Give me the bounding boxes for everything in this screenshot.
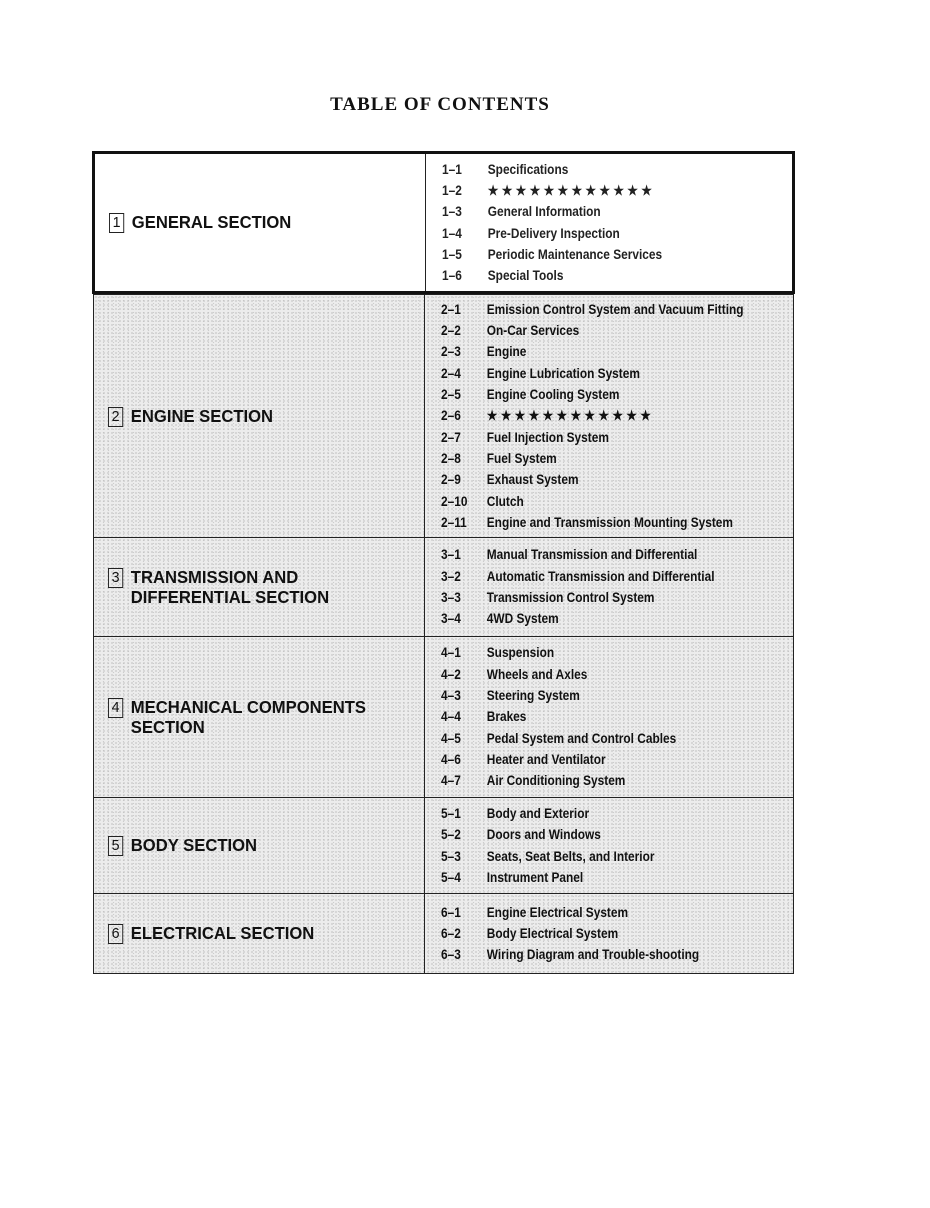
section-row-4 (94, 636, 793, 797)
chapter-item[interactable] (441, 803, 751, 824)
chapter-number: 5–4 (441, 869, 461, 885)
section-row-6 (94, 893, 793, 973)
chapter-title: Body and Exterior (486, 805, 590, 821)
chapter-title: Automatic Transmission and Differential (486, 568, 715, 584)
chapter-item[interactable] (441, 867, 751, 888)
chapter-item[interactable] (441, 405, 751, 426)
chapter-title: Engine Electrical System (486, 904, 629, 920)
chapter-number: 1–4 (442, 225, 462, 241)
section-row-5 (94, 797, 793, 893)
chapter-title: Doors and Windows (486, 827, 601, 843)
chapter-number: 4–1 (441, 645, 461, 661)
chapter-title: 4WD System (486, 611, 559, 627)
chapter-item[interactable] (441, 544, 751, 565)
chapter-number: 4–5 (441, 730, 461, 746)
chapter-title: Special Tools (487, 268, 564, 284)
chapter-title: Specifications (487, 161, 569, 177)
chapter-number: 1–3 (442, 204, 462, 220)
chapter-item[interactable] (442, 180, 750, 201)
chapter-title: Transmission Control System (486, 590, 655, 605)
chapter-number: 2–9 (441, 472, 461, 488)
section-heading-cell (94, 637, 425, 797)
chapter-item[interactable] (441, 923, 751, 944)
chapter-number: 2–2 (441, 323, 461, 339)
chapter-number: 4–3 (441, 688, 461, 704)
chapter-title: Engine Cooling System (486, 387, 620, 403)
section-heading-cell (94, 538, 425, 636)
section-title-line: ENGINE SECTION (130, 405, 274, 426)
section-heading (108, 406, 273, 427)
section-heading (108, 923, 314, 944)
chapter-item[interactable] (441, 824, 751, 845)
chapter-title: Exhaust System (486, 472, 579, 488)
chapter-item[interactable] (441, 728, 751, 749)
chapter-title: Heater and Ventilator (486, 751, 606, 767)
chapter-number: 1–5 (442, 246, 462, 262)
chapter-item[interactable] (441, 448, 751, 469)
chapter-item[interactable] (441, 706, 751, 727)
page-title: TABLE OF CONTENTS (330, 94, 550, 115)
section-title-line: BODY SECTION (130, 835, 258, 855)
chapter-title: Fuel Injection System (486, 429, 609, 445)
chapter-number: 1–1 (442, 161, 462, 177)
section-title-line: ELECTRICAL SECTION (130, 923, 315, 943)
chapter-number: 4–7 (441, 773, 461, 789)
chapter-number: 4–4 (441, 709, 461, 725)
chapter-item[interactable] (441, 664, 751, 685)
chapter-item[interactable] (441, 341, 751, 362)
chapter-item[interactable] (441, 512, 751, 533)
chapter-number: 6–2 (441, 925, 461, 941)
chapter-list (425, 538, 793, 636)
section-row-3 (94, 537, 793, 636)
section-number: 1 (109, 213, 124, 233)
chapter-number: 3–3 (441, 590, 461, 605)
section-heading-cell (95, 154, 426, 291)
chapter-number: 4–6 (441, 751, 461, 767)
chapter-item[interactable] (442, 201, 750, 222)
section-heading (109, 212, 291, 233)
chapter-item[interactable] (441, 469, 751, 490)
chapter-title: Engine and Transmission Mounting System (486, 514, 733, 530)
chapter-list (425, 295, 793, 537)
chapter-number: 1–2 (442, 182, 462, 198)
section-heading (108, 835, 257, 856)
chapter-title: Steering System (486, 688, 580, 704)
chapter-item[interactable] (441, 944, 751, 965)
chapter-title: Brakes (486, 709, 527, 725)
section-title-line: GENERAL SECTION (131, 212, 292, 232)
chapter-item[interactable] (441, 642, 751, 663)
contents-table (93, 151, 794, 974)
chapter-title: Fuel System (486, 450, 557, 466)
chapter-title: Engine (486, 344, 527, 360)
chapter-list (425, 894, 793, 973)
chapter-title: On-Car Services (486, 323, 580, 339)
section-heading-cell (94, 894, 425, 973)
chapter-item[interactable] (441, 491, 751, 512)
chapter-item[interactable] (441, 587, 751, 608)
chapter-title: Pedal System and Control Cables (486, 730, 677, 746)
section-title-line: DIFFERENTIAL SECTION (130, 587, 330, 607)
chapter-number: 2–8 (441, 450, 461, 466)
chapter-number: 2–6 (441, 408, 461, 424)
chapter-title: Wiring Diagram and Trouble-shooting (486, 947, 700, 963)
chapter-list (425, 637, 793, 797)
chapter-title: Emission Control System and Vacuum Fitting (486, 301, 744, 317)
chapter-number: 5–3 (441, 848, 461, 864)
chapter-title: Suspension (486, 645, 555, 661)
chapter-item[interactable] (441, 608, 751, 629)
chapter-number: 2–3 (441, 344, 461, 360)
chapter-item[interactable] (441, 320, 751, 341)
chapter-number: 4–2 (441, 666, 461, 682)
chapter-number: 2–5 (441, 387, 461, 403)
chapter-item[interactable] (442, 265, 750, 286)
chapter-title: General Information (487, 204, 601, 220)
chapter-number: 3–1 (441, 547, 461, 563)
chapter-item[interactable] (442, 223, 750, 244)
chapter-title: Wheels and Axles (486, 666, 588, 682)
section-heading (108, 567, 329, 607)
chapter-item[interactable] (441, 749, 751, 770)
section-number: 5 (108, 836, 123, 856)
chapter-number: 2–4 (441, 365, 461, 381)
chapter-item[interactable] (441, 902, 751, 923)
chapter-title: Periodic Maintenance Services (487, 246, 663, 262)
chapter-number: 6–1 (441, 904, 461, 920)
chapter-item[interactable] (441, 384, 751, 405)
chapter-number: 2–10 (441, 493, 468, 509)
section-number: 4 (108, 698, 123, 718)
chapter-number: 2–1 (441, 301, 461, 317)
chapter-number: 2–7 (441, 429, 461, 445)
section-number: 3 (108, 568, 123, 588)
section-title-line: MECHANICAL COMPONENTS (130, 697, 367, 717)
chapter-list (425, 798, 793, 893)
section-heading-cell (94, 798, 425, 893)
chapter-title: Engine Lubrication System (486, 365, 640, 381)
section-title-line: SECTION (130, 717, 205, 737)
section-row-2 (94, 294, 793, 537)
chapter-title: ★ ★ ★ ★ ★ ★ ★ ★ ★ ★ ★ ★ (486, 408, 651, 424)
chapter-number: 2–11 (441, 514, 467, 530)
chapter-number: 6–3 (441, 947, 461, 963)
chapter-title: Seats, Seat Belts, and Interior (486, 848, 655, 864)
chapter-item[interactable] (442, 244, 750, 265)
chapter-item[interactable] (442, 159, 750, 180)
chapter-number: 3–2 (441, 568, 461, 584)
chapter-number: 5–2 (441, 827, 461, 843)
chapter-number: 1–6 (442, 268, 462, 284)
section-number: 2 (108, 407, 123, 427)
chapter-title: Clutch (486, 493, 524, 509)
chapter-title: Body Electrical System (486, 925, 619, 941)
chapter-title: Air Conditioning System (486, 773, 626, 789)
section-heading (108, 697, 366, 737)
chapter-title: Instrument Panel (486, 869, 584, 885)
chapter-item[interactable] (441, 299, 751, 320)
chapter-number: 5–1 (441, 805, 461, 821)
chapter-item[interactable] (441, 566, 751, 587)
chapter-item[interactable] (441, 363, 751, 384)
chapter-title: Pre-Delivery Inspection (487, 225, 620, 241)
chapter-item[interactable] (441, 846, 751, 867)
section-title-line: TRANSMISSION AND (130, 567, 299, 587)
chapter-list (426, 154, 792, 291)
chapter-title: Manual Transmission and Differential (486, 547, 698, 563)
chapter-item[interactable] (441, 770, 751, 791)
chapter-item[interactable] (441, 427, 751, 448)
section-number: 6 (108, 924, 123, 944)
chapter-number: 3–4 (441, 611, 461, 627)
chapter-title: ★ ★ ★ ★ ★ ★ ★ ★ ★ ★ ★ ★ (487, 182, 652, 198)
chapter-item[interactable] (441, 685, 751, 706)
section-heading-cell (94, 295, 425, 537)
section-row-1 (92, 151, 795, 294)
